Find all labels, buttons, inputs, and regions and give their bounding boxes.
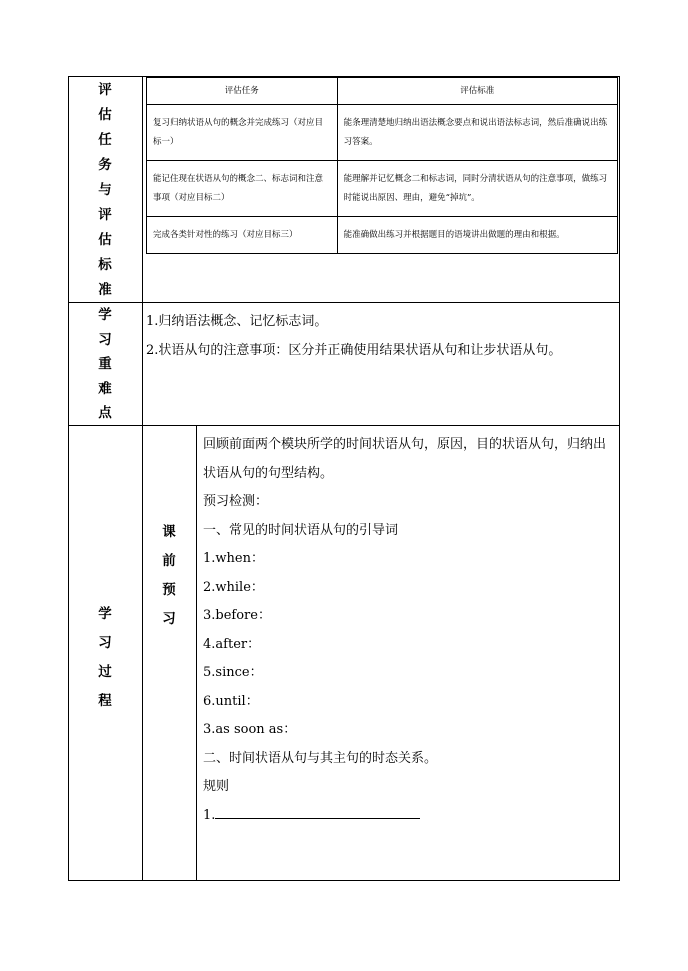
rule-1-line	[203, 802, 615, 831]
assessment-table	[146, 77, 618, 254]
preview-sub-label	[142, 518, 196, 634]
word-item: 3.as soon as：	[203, 722, 297, 737]
row-divider-2	[68, 425, 620, 426]
word-item: 3.before：	[203, 608, 271, 623]
label-char: 习	[98, 331, 112, 348]
process-content	[203, 431, 615, 830]
label-char: 点	[98, 405, 112, 421]
table-row	[147, 217, 618, 254]
standard-cell: 能理解并记忆概念二和标志词，同时分清状语从句的注意事项，做练习时能说出原因、理由，避免“掉坑”。	[337, 161, 617, 217]
label-char: 习	[162, 611, 176, 627]
word-item: 2.while：	[203, 579, 264, 595]
table-row	[147, 105, 618, 161]
label-char: 标	[98, 257, 112, 273]
label-column-divider	[142, 76, 143, 881]
label-char: 过	[98, 664, 112, 680]
label-char: 预	[162, 582, 176, 598]
label-char: 程	[98, 693, 112, 709]
key-points-list	[146, 308, 616, 365]
table-border-right	[619, 76, 620, 881]
key-point-item: 1.归纳语法概念、记忆标志词。	[146, 314, 328, 329]
header-standard: 评估标准	[337, 78, 617, 105]
header-task: 评估任务	[147, 78, 338, 105]
label-char: 学	[98, 606, 112, 622]
label-char: 前	[162, 553, 176, 569]
label-char: 重	[98, 356, 112, 372]
task-cell: 复习归纳状语从句的概念并完成练习（对应目标一）	[147, 105, 338, 161]
section2-title: 二、时间状语从句与其主句的时态关系。	[203, 750, 438, 766]
label-char: 估	[98, 232, 112, 248]
task-cell: 完成各类针对性的练习（对应目标三）	[147, 217, 338, 254]
label-char: 务	[98, 157, 112, 173]
label-char: 学	[98, 307, 112, 323]
key-point-item: 2.状语从句的注意事项：区分并正确使用结果状语从句和让步状语从句。	[146, 342, 562, 358]
table-row	[147, 161, 618, 217]
rule-1-blank[interactable]	[215, 804, 420, 819]
preview-title: 预习检测：	[203, 494, 269, 509]
intro-text: 回顾前面两个模块所学的时间状语从句，原因，目的状语从句，归纳出状语从句的句型结构。	[203, 437, 607, 481]
standard-cell: 能准确做出练习并根据题目的语境讲出做题的理由和根据。	[337, 217, 617, 254]
row-divider-1	[68, 302, 620, 303]
label-char: 评	[98, 207, 112, 223]
label-char: 与	[98, 182, 112, 198]
label-char: 任	[98, 132, 112, 148]
table-border-bottom	[68, 880, 620, 881]
word-item: 6.until：	[203, 693, 259, 709]
label-char: 评	[98, 82, 112, 98]
label-char: 习	[98, 635, 112, 651]
sub-label-column-divider	[196, 425, 197, 881]
label-char: 准	[98, 282, 112, 298]
label-char: 难	[98, 380, 112, 397]
key-points-side-label	[68, 303, 142, 426]
process-side-label	[68, 600, 142, 716]
word-item: 5.since：	[203, 665, 263, 680]
standard-cell: 能条理清楚地归纳出语法概念要点和说出语法标志词，然后准确说出练习答案。	[337, 105, 617, 161]
label-char: 估	[98, 107, 112, 123]
rules-title: 规则	[203, 779, 230, 794]
task-cell: 能记住现在状语从句的概念二、标志词和注意事项（对应目标二）	[147, 161, 338, 217]
word-item: 1.when：	[203, 551, 264, 566]
section1-title: 一、常见的时间状语从句的引导词	[203, 522, 399, 538]
rule-1-prefix: 1.	[203, 807, 216, 823]
label-char: 课	[162, 524, 176, 540]
assessment-side-label	[68, 78, 142, 303]
word-item: 4.after：	[203, 636, 261, 652]
